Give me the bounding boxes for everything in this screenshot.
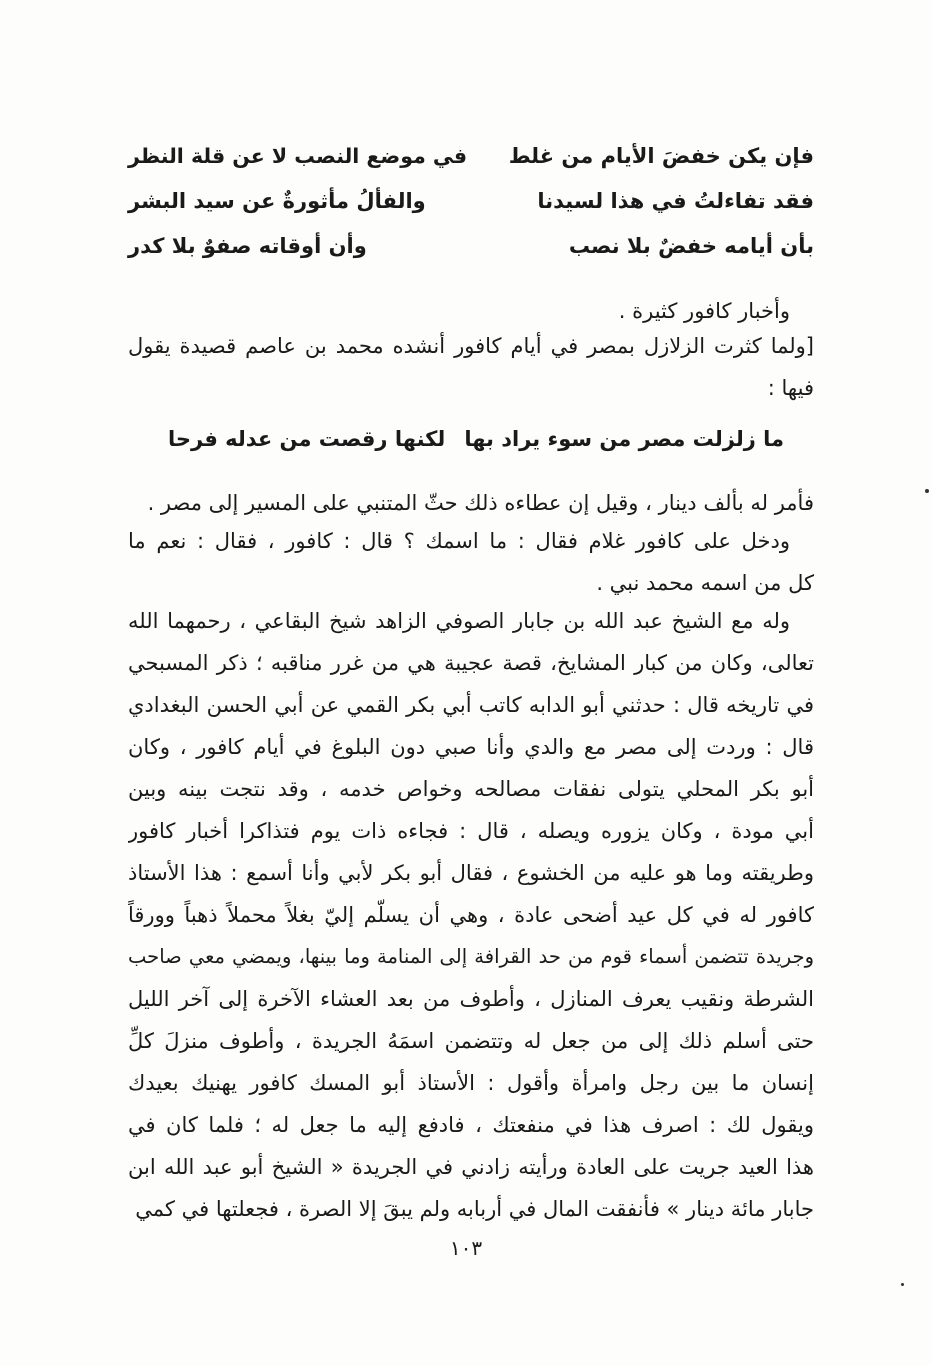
paragraph-servant-name bbox=[128, 520, 814, 604]
text-line: ودخل على كافور غلام فقال : ما اسمك ؟ قال : كافور ، فقال : نعم ما bbox=[128, 529, 790, 553]
text-line: ويقول لك : اصرف هذا في منفعتك ، فادفع إليه ما جعل له ؛ فلما كان في bbox=[128, 1113, 814, 1137]
text-line: كل من اسمه محمد نبي . bbox=[596, 571, 814, 595]
verse-second-hemistich: وأن أوقاته صفوٌ بلا كدر bbox=[128, 234, 367, 258]
text-line: [ولما كثرت الزلازل بمصر في أيام كافور أنشده محمد بن عاصم قصيدة يقول bbox=[128, 334, 814, 358]
text-line: في تاريخه قال : حدثني أبو الدابه كاتب أبي بكر القمي عن أبي الحسن البغدادي bbox=[128, 693, 814, 717]
scan-speck bbox=[901, 1283, 904, 1286]
text-line: أبي مودة ، وكان يزوره ويصله ، قال : فجاءه ذات يوم فتذاكرا أخبار كافور bbox=[128, 819, 814, 843]
paragraph-earthquakes bbox=[128, 325, 814, 409]
text-line: حتى أسلم ذلك إلى من جعل له وتتضمن اسمَهُ الجريدة ، وأطوف منزلَ كلِّ bbox=[128, 1029, 814, 1053]
poem-verse bbox=[128, 225, 814, 267]
verse-second-hemistich: والفألُ مأثورةٌ عن سيد البشر bbox=[128, 189, 426, 213]
verse-first-hemistich: فإن يكن خفضَ الأيام من غلط bbox=[508, 144, 814, 168]
text-line: وله مع الشيخ عبد الله بن جابار الصوفي الزاهد شيخ البقاعي ، رحمهما الله bbox=[128, 609, 790, 633]
text-line: كافور له في كل عيد أضحى عادة ، وهي أن يسلّم إليّ بغلاً محملاً ذهباً وورقاً bbox=[128, 903, 814, 927]
text-line: وجريدة تتضمن أسماء قوم من حد القرافة إلى المنامة وما بينها، ويمضي معي صاحب bbox=[128, 945, 814, 968]
scan-speck bbox=[925, 489, 929, 493]
text-line: تعالى، وكان من كبار المشايخ، قصة عجيبة هي من غرر مناقبه ؛ ذكر المسبحي bbox=[128, 651, 814, 675]
text-line: وطريقته وما هو عليه من الخشوع ، فقال أبو بكر لأبي وأنا أسمع : هذا الأستاذ bbox=[128, 861, 814, 885]
poem-verse bbox=[128, 418, 814, 460]
text-line: الشرطة ونقيب يعرف المنازل ، وأطوف من بعد العشاء الآخرة إلى آخر الليل bbox=[128, 987, 814, 1011]
text-line: إنسان ما بين رجل وامرأة وأقول : الأستاذ أبو المسك كافور يهنيك بعيدك bbox=[128, 1071, 814, 1095]
verse-first-hemistich: بأن أيامه خفضٌ بلا نصب bbox=[568, 234, 814, 258]
paragraph-sheikh-story bbox=[128, 600, 814, 1230]
verse-second-hemistich: في موضع النصب لا عن قلة النظر bbox=[128, 144, 468, 168]
text-line: فأمر له بألف دينار ، وقيل إن عطاءه ذلك حثّ المتنبي على المسير إلى مصر . bbox=[147, 491, 814, 515]
text-line: هذا العيد جريت على العادة ورأيته زادني في الجريدة « الشيخ أبو عبد الله ابن bbox=[128, 1155, 814, 1179]
paragraph-reward bbox=[128, 482, 814, 524]
poem-verse bbox=[128, 180, 814, 222]
page-number: ١٠٣ bbox=[449, 1236, 483, 1260]
text-line: أبو بكر المحلي يتولى نفقات مصالحه وخواص خدمه ، وقد نتجت بينه وبين bbox=[128, 777, 814, 801]
verse-first-hemistich: ما زلزلت مصر من سوء يراد بها bbox=[464, 427, 784, 451]
poem-verse bbox=[128, 135, 814, 177]
text-line: جابار مائة دينار » فأنفقت المال في أربابه ولم يبقَ إلا الصرة ، فجعلتها في كمي bbox=[135, 1197, 814, 1221]
text-line: فيها : bbox=[767, 376, 814, 400]
text-line: قال : وردت إلى مصر مع والدي وأنا صبي دون البلوغ في أيام كافور ، وكان bbox=[128, 735, 814, 759]
verse-first-hemistich: فقد تفاءلتُ في هذا لسيدنا bbox=[537, 189, 814, 213]
text-line: وأخبار كافور كثيرة . bbox=[618, 299, 790, 323]
verse-second-hemistich: لكنها رقصت من عدله فرحا bbox=[168, 427, 446, 451]
